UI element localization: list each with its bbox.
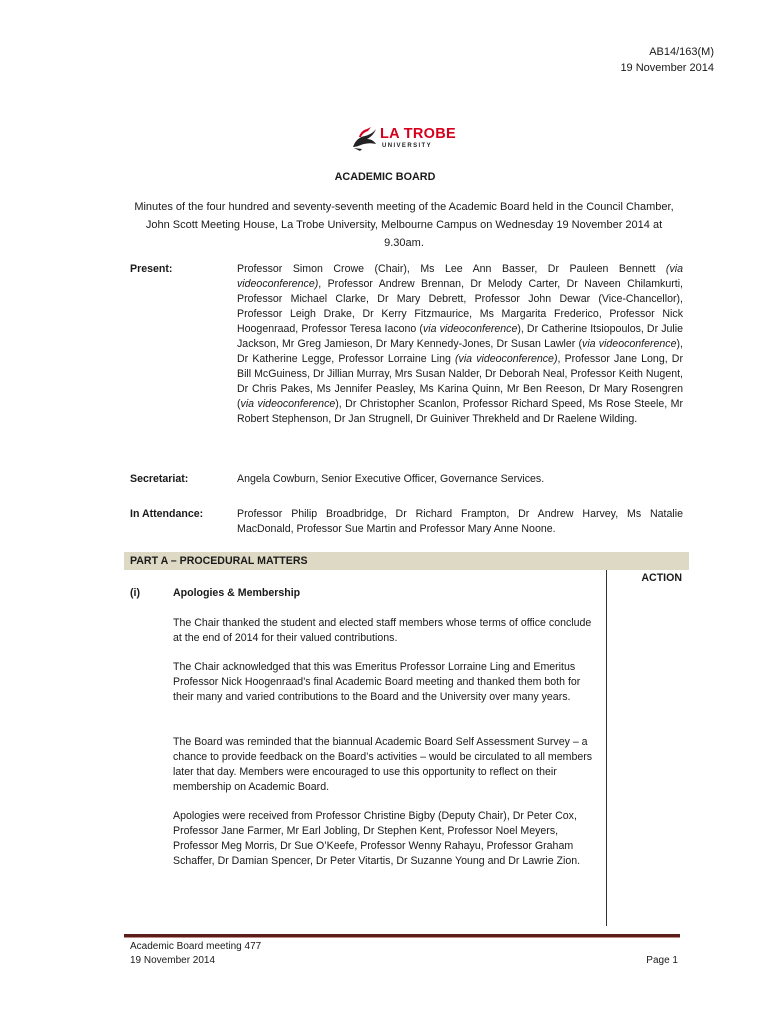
present-label: Present:	[130, 263, 173, 275]
present-videoconf: via videoconference	[240, 398, 336, 410]
footer-meeting: Academic Board meeting 477	[130, 941, 262, 952]
reference-date: 19 November 2014	[620, 62, 714, 74]
minutes-paragraph: The Chair thanked the student and elected staff members whose terms of office conclude at the end of 2014 for their valued contributions.	[173, 617, 592, 644]
minutes-paragraph: The Chair acknowledged that this was Emeritus Professor Lorraine Ling and Emeritus Professor Nick Hoogenraad’s final Academic Board meeting and thanked them both for their many and varied contributions to the Board and the University over many years.	[173, 661, 581, 703]
present-list	[237, 262, 683, 427]
item-title: Apologies & Membership	[173, 587, 301, 599]
logo-name: LA TROBE	[380, 126, 456, 142]
present-videoconf: via videoconference	[582, 338, 677, 350]
logo-subtitle: UNIVERSITY	[382, 143, 433, 149]
present-text: , Professor Jane Long, Dr Bill McGuiness, Dr Jillian Murray, Mrs Susan Nalder, Dr Deborah Neal, Professor Keith Nugent, Dr Chris Pakes, Ms Jennifer Peasley, Ms Karina Quinn, Mr Ben Reeson, Dr Mary Rosengren (	[237, 353, 683, 410]
item-number: (i)	[130, 587, 140, 599]
present-videoconf: (via videoconference)	[455, 353, 558, 365]
minutes-paragraph: The Board was reminded that the biannual Academic Board Self Assessment Survey – a chance to provide feedback on the Board’s activities – would be circulated to all members later that day. Members were encouraged to use this opportunity to reflect on their membership on Academic Board.	[173, 736, 593, 793]
board-title: ACADEMIC BOARD	[334, 171, 436, 183]
secretariat-value: Angela Cowburn, Senior Executive Officer, Governance Services.	[237, 473, 545, 485]
action-column-divider	[606, 570, 607, 926]
la-trobe-logo	[349, 125, 456, 155]
reference-code: AB14/163(M)	[649, 46, 714, 58]
action-column-label: ACTION	[641, 572, 682, 584]
attendance-label: In Attendance:	[130, 508, 204, 520]
apologies-paragraph: Apologies were received from Professor Christine Bigby (Deputy Chair), Dr Peter Cox, Professor Jane Farmer, Mr Earl Jobling, Dr Stephen Kent, Professor Noel Meyers, Professor Meg Morris, Dr Sue O’Keefe, Professor Wenny Rahayu, Professor Graham Schaffer, Dr Damian Spencer, Dr Peter Vitartis, Dr Suzanne Young and Dr Lawrie Zion.	[173, 810, 581, 867]
present-text: ), Dr Katherine Legge, Professor Lorraine Ling	[237, 338, 683, 365]
footer-rule-light	[124, 937, 680, 938]
meeting-intro: Minutes of the four hundred and seventy-seventh meeting of the Academic Board held in the Council Chamber, John Scott Meeting House, La Trobe University, Melbourne Campus on Wednesday 19 November 2014 at 9.30am.	[134, 201, 674, 249]
pelican-icon	[349, 125, 379, 153]
present-text: Professor Simon Crowe (Chair), Ms Lee Ann Basser, Dr Pauleen Bennett	[237, 263, 666, 275]
present-text: ), Dr Catherine Itsiopoulos, Dr Julie Jackson, Mr Greg Jamieson, Dr Mary Kennedy-Jones, Dr Susan Lawler (	[237, 323, 683, 350]
secretariat-label: Secretariat:	[130, 473, 189, 485]
page-number: Page 1	[646, 955, 678, 966]
document-reference	[620, 44, 714, 76]
footer-date: 19 November 2014	[130, 955, 216, 966]
present-videoconf: (via videoconference)	[237, 263, 683, 290]
section-title: PART A – PROCEDURAL MATTERS	[130, 555, 308, 567]
footer-info	[130, 940, 261, 968]
present-text: ), Dr Christopher Scanlon, Professor Richard Speed, Ms Rose Steele, Mr Robert Stephenson, Dr Jan Strugnell, Dr Guiniver Threkheld and Dr Raelene Wilding.	[237, 398, 683, 425]
attendance-value: Professor Philip Broadbridge, Dr Richard Frampton, Dr Andrew Harvey, Ms Natalie MacDonald, Professor Sue Martin and Professor Mary Anne Noone.	[237, 508, 683, 535]
present-text: , Professor Andrew Brennan, Dr Melody Carter, Dr Naveen Chilamkurti, Professor Michael Clarke, Dr Mary Debrett, Professor John Dewar (Vice-Chancellor), Professor Leigh Drake, Dr Kerry Fitzmaurice, Ms Margarita Frederico, Professor Nick Hoogenraad, Professor Teresa Iacono (	[237, 278, 683, 335]
present-videoconf: via videoconference	[422, 323, 518, 335]
